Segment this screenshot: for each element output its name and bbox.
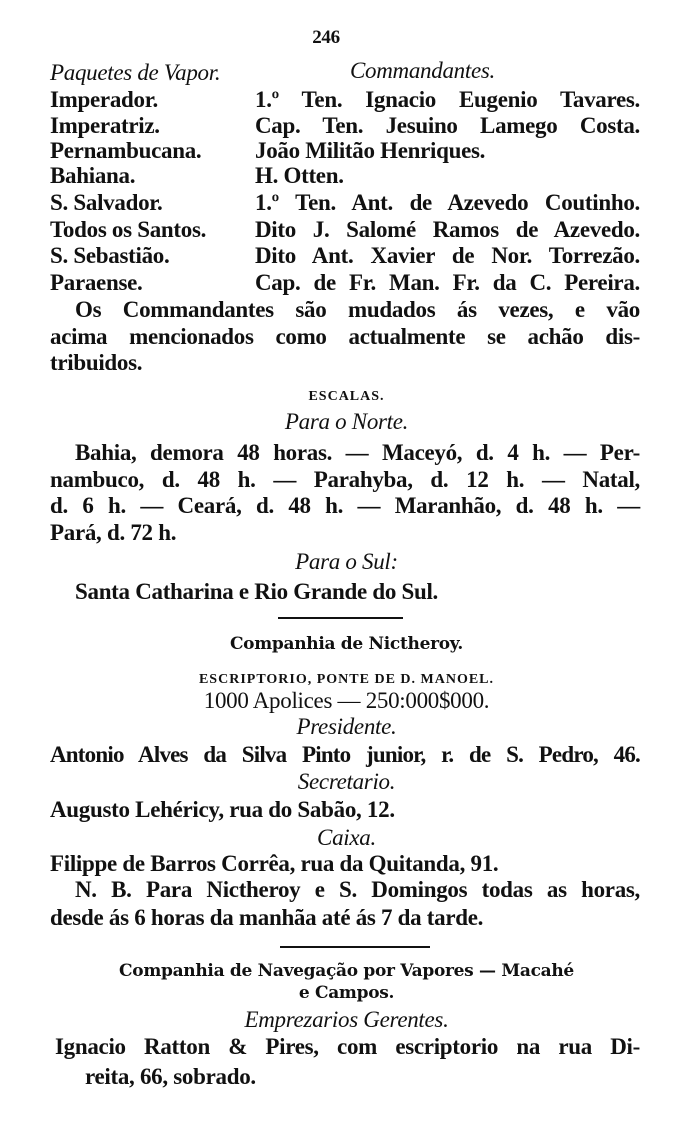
north-heading: Para o Norte.	[284, 409, 409, 434]
ship-name: Imperador.	[50, 87, 158, 112]
nb-line: N. B. Para Nictheroy e S. Domingos todas as horas,	[75, 877, 640, 902]
nictheroy-capital: 1000 Apolices — 250:000$000.	[203, 688, 490, 713]
note-line: acima mencionados como actualmente se achão dis-	[50, 324, 640, 349]
note-line: Os Commandantes são mudados ás vezes, e vão	[75, 297, 640, 322]
escalas-title: ESCALAS.	[308, 389, 385, 404]
cashier-label: Caixa.	[317, 825, 376, 850]
section-divider	[278, 617, 403, 619]
ship-name: Todos os Santos.	[50, 217, 207, 242]
ship-name: Paraense.	[50, 270, 143, 295]
ship-name: Pernambucana.	[50, 138, 202, 163]
cashier-name: Filippe de Barros Corrêa, rua da Quitanda, 91.	[50, 851, 499, 876]
ship-name: S. Salvador.	[50, 190, 163, 215]
secretary-name: Augusto Lehéricy, rua do Sabão, 12.	[50, 797, 395, 822]
commander-name: 1.º Ten. Ant. de Azevedo Coutinho.	[255, 190, 640, 215]
commander-name: João Militão Henriques.	[255, 138, 486, 163]
commanders-header: Commandantes.	[350, 58, 495, 83]
president-label: Presidente.	[296, 714, 397, 739]
north-route-line: nambuco, d. 48 h. — Parahyba, d. 12 h. — Natal,	[50, 467, 640, 492]
commander-name: H. Otten.	[255, 163, 344, 188]
macahe-title: Companhia de Navegação por Vapores — Macahé	[119, 961, 574, 981]
president-name: Antonio Alves da Silva Pinto junior, r. de S. Pedro, 46.	[50, 742, 640, 767]
steamers-header: Paquetes de Vapor.	[50, 60, 221, 85]
nb-line: desde ás 6 horas da manhãa até ás 7 da tarde.	[50, 905, 484, 930]
secretary-label: Secretario.	[297, 769, 396, 794]
note-line: tribuidos.	[50, 350, 143, 375]
section-divider	[280, 946, 430, 948]
ship-name: S. Sebastião.	[50, 243, 170, 268]
commander-name: Dito J. Salomé Ramos de Azevedo.	[255, 217, 640, 242]
commander-name: Dito Ant. Xavier de Nor. Torrezão.	[255, 243, 640, 268]
north-route-line: Bahia, demora 48 horas. — Maceyó, d. 4 h. — Per-	[75, 440, 640, 465]
ship-name: Bahiana.	[50, 163, 136, 188]
macahe-title: e Campos.	[298, 983, 395, 1003]
north-route-line: Pará, d. 72 h.	[50, 520, 177, 545]
managers-label: Emprezarios Gerentes.	[244, 1007, 449, 1032]
south-heading: Para o Sul:	[295, 549, 398, 574]
commander-name: 1.º Ten. Ignacio Eugenio Tavares.	[255, 87, 640, 112]
south-route-line: Santa Catharina e Rio Grande do Sul.	[75, 579, 439, 604]
north-route-line: d. 6 h. — Ceará, d. 48 h. — Maranhão, d. 48 h. —	[50, 493, 640, 518]
commander-name: Cap. Ten. Jesuino Lamego Costa.	[255, 113, 640, 138]
page-number: 246	[312, 27, 340, 48]
nictheroy-office: ESCRIPTORIO, PONTE DE D. MANOEL.	[198, 672, 495, 687]
ship-name: Imperatriz.	[50, 113, 160, 138]
commander-name: Cap. de Fr. Man. Fr. da C. Pereira.	[255, 270, 640, 295]
nictheroy-title: Companhia de Nictheroy.	[229, 634, 464, 654]
managers-line: Ignacio Ratton & Pires, com escriptorio na rua Di-	[55, 1034, 640, 1059]
managers-line: reita, 66, sobrado.	[85, 1064, 256, 1089]
